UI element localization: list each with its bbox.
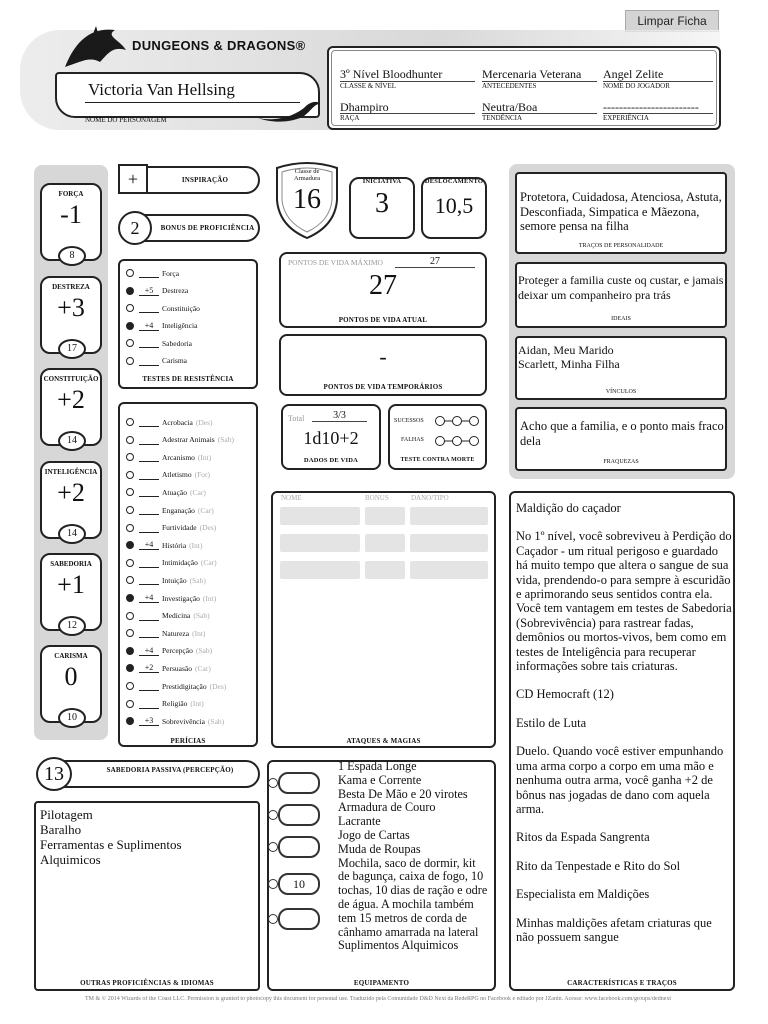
skill-name: Investigação xyxy=(162,593,200,603)
coin-pp[interactable] xyxy=(278,908,320,930)
equipment-item: Lacrante xyxy=(338,814,381,829)
proficiency-dot[interactable] xyxy=(126,488,134,496)
skill-name: Religião xyxy=(162,699,188,709)
passive-perception-bar xyxy=(60,760,260,788)
coin-sp[interactable] xyxy=(278,804,320,826)
attack-cell[interactable] xyxy=(410,507,488,525)
skill-row[interactable] xyxy=(126,591,216,605)
equipment-item: Muda de Roupas xyxy=(338,841,421,856)
speed-label: DESLOCAMENTO xyxy=(424,178,484,185)
flaws-text[interactable]: Acho que a familia, e o ponto mais fraco dela xyxy=(520,419,724,448)
proficiency-dot[interactable] xyxy=(126,594,134,602)
skill-name: Atletismo xyxy=(162,470,192,480)
proficiency-dot[interactable] xyxy=(126,304,134,312)
skill-attribute: (Car) xyxy=(200,558,217,568)
hp-current-value[interactable]: 27 xyxy=(369,270,397,301)
skill-name: Medicina xyxy=(162,611,191,621)
background-label: ANTECEDENTES xyxy=(482,82,537,90)
saving-throw-value[interactable] xyxy=(139,303,159,313)
skill-attribute: (Des) xyxy=(199,523,217,533)
hit-dice-total-value[interactable]: 3/3 xyxy=(312,410,367,422)
proficiency-value[interactable]: 2 xyxy=(118,211,152,245)
proficiency-dot[interactable] xyxy=(126,717,134,725)
other-proficiencies-label: OUTRAS PROFICIÊNCIAS & IDIOMAS xyxy=(80,979,214,987)
attack-cell[interactable] xyxy=(280,507,360,525)
skill-value[interactable] xyxy=(139,470,159,480)
skill-value[interactable] xyxy=(139,452,159,462)
feature-blood-rites: Ritos da Espada Sangrenta xyxy=(516,830,650,845)
skill-row[interactable] xyxy=(126,556,217,570)
skill-attribute: (Sab) xyxy=(207,716,225,726)
proficiency-dot[interactable] xyxy=(126,647,134,655)
skill-row[interactable] xyxy=(126,521,216,535)
player-label: NOME DO JOGADOR xyxy=(603,82,670,90)
passive-perception-label: SABEDORIA PASSIVA (PERCEPÇÃO) xyxy=(106,766,234,774)
saving-throws-label: TESTES DE RESISTÊNCIA xyxy=(142,375,234,383)
clear-sheet-button[interactable]: Limpar Ficha xyxy=(625,10,719,32)
ornament-icon xyxy=(256,98,322,124)
hp-max-label: PONTOS DE VIDA MÁXIMO xyxy=(288,258,383,267)
character-name-label: NOME DO PERSONAGEM xyxy=(85,116,167,124)
skill-attribute: (Des) xyxy=(209,681,227,691)
proficiency-dot[interactable] xyxy=(126,576,134,584)
equipment-label: EQUIPAMENTO xyxy=(353,979,410,987)
attribute-score[interactable]: 8 xyxy=(58,246,86,266)
bonds-line-1[interactable]: Aidan, Meu Marido xyxy=(518,343,614,357)
other-proficiencies-list[interactable] xyxy=(40,807,182,867)
skill-value[interactable]: +4 xyxy=(139,540,159,550)
character-name[interactable]: Victoria Van Hellsing xyxy=(88,80,235,99)
skill-attribute: (Car) xyxy=(190,487,206,497)
proficiency-dot[interactable] xyxy=(126,541,134,549)
proficiency-dot[interactable] xyxy=(126,418,134,426)
attribute-dexterity xyxy=(40,276,102,354)
attack-cell[interactable] xyxy=(280,561,360,579)
skill-attribute: (Sab) xyxy=(217,435,234,445)
skill-value[interactable] xyxy=(139,628,159,638)
equipment-item: Besta De Mão e 20 virotes xyxy=(338,786,468,801)
attribute-modifier[interactable]: +3 xyxy=(57,293,85,322)
equipment-item: Kama e Corrente xyxy=(338,772,422,787)
hp-max-line xyxy=(395,267,475,268)
proficiency-dot[interactable] xyxy=(126,612,134,620)
feature-description: No 1º nível, você sobreviveu à Perdição do Caçador - um ritual perigoso e guardado há muito tempo que altera o sangue de sua vida, prendendo-o para sempre à escuridão e aprimorando seus sentidos contra ela. Você tem vantagem em testes de Sabedoria (Sobrevivência) para rastrear fadas, demônios ou mortos-vivos, bem como em testes de Inteligência para recuperar informações sobre tais criaturas. xyxy=(516,529,732,674)
saving-throw-name: Sabedoria xyxy=(162,338,192,348)
skill-name: Enganação xyxy=(162,505,195,515)
proficiency-dot[interactable] xyxy=(126,436,134,444)
dragon-logo-icon xyxy=(60,22,130,74)
logo-text: DUNGEONS & DRAGONS® xyxy=(132,38,306,53)
attack-cell[interactable] xyxy=(410,534,488,552)
traits-text[interactable]: Protetora, Cuidadosa, Atenciosa, Astuta, Desconfiada, Simpatica e Mãezona, semore pensa na filha xyxy=(520,190,722,233)
other-proficiency-item: Alquimicos xyxy=(40,852,101,867)
skill-row[interactable] xyxy=(126,714,224,728)
feature-title: Maldição do caçador xyxy=(516,501,621,515)
skill-value[interactable] xyxy=(139,558,159,568)
attribute-name: DESTREZA xyxy=(52,283,90,291)
attribute-score[interactable]: 14 xyxy=(58,431,86,451)
hit-dice-value[interactable]: 1d10+2 xyxy=(303,428,359,448)
alignment-value[interactable]: Neutra/Boa xyxy=(482,100,538,114)
attack-cell[interactable] xyxy=(365,561,405,579)
skill-row[interactable] xyxy=(126,450,211,464)
inspiration-label: INSPIRAÇÃO xyxy=(181,176,229,184)
proficiency-dot[interactable] xyxy=(126,524,134,532)
attacks-col-bonus: BONUS xyxy=(365,494,389,502)
bonds-label: VÍNCULOS xyxy=(605,389,637,395)
death-saves-fail-checks[interactable] xyxy=(434,434,480,446)
inspiration-checkbox[interactable]: + xyxy=(118,164,148,194)
saving-throw-name: Força xyxy=(162,268,180,278)
skill-value[interactable] xyxy=(139,699,159,709)
skill-value[interactable] xyxy=(139,575,159,585)
skill-name: Natureza xyxy=(162,628,190,638)
saving-throw-name: Carisma xyxy=(162,356,187,365)
features-label: CARACTERÍSTICAS E TRAÇOS xyxy=(567,979,677,987)
bonds-line-2[interactable]: Scarlett, Minha Filha xyxy=(518,357,620,371)
other-proficiency-item: Baralho xyxy=(40,822,82,837)
skill-name: Percepção xyxy=(162,646,193,656)
attack-cell[interactable] xyxy=(365,507,405,525)
attribute-score[interactable]: 12 xyxy=(58,616,86,636)
proficiency-dot[interactable] xyxy=(126,287,134,295)
proficiency-dot[interactable] xyxy=(126,700,134,708)
armor-class-label: Classe de Armadura xyxy=(293,168,321,182)
attribute-modifier[interactable]: +2 xyxy=(57,478,85,507)
saving-throw-row[interactable] xyxy=(126,266,179,280)
skill-row[interactable] xyxy=(126,609,210,623)
proficiency-dot[interactable] xyxy=(126,664,134,672)
skill-attribute: (Des) xyxy=(195,417,213,427)
equipment-item: Armadura de Couro xyxy=(338,800,436,815)
xp-value[interactable]: ------------------------ xyxy=(603,100,699,114)
hp-current-label: PONTOS DE VIDA ATUAL xyxy=(338,316,428,324)
saving-throw-name: Destreza xyxy=(162,286,189,295)
skill-row[interactable] xyxy=(126,644,212,658)
attacks-label: ATAQUES & MAGIAS xyxy=(346,737,421,745)
attribute-name: SABEDORIA xyxy=(50,560,92,568)
skill-value[interactable] xyxy=(139,487,159,497)
player-name[interactable]: Angel Zelite xyxy=(603,67,664,81)
attribute-score[interactable]: 17 xyxy=(58,339,86,359)
proficiency-dot[interactable] xyxy=(126,471,134,479)
skill-attribute: (Sab) xyxy=(189,575,206,585)
skill-value[interactable] xyxy=(139,505,159,515)
skill-attribute: (Car) xyxy=(195,663,211,673)
proficiency-dot[interactable] xyxy=(126,506,134,514)
skill-row[interactable] xyxy=(126,573,206,587)
attribute-modifier[interactable]: +1 xyxy=(57,570,85,599)
attacks-box xyxy=(271,491,496,748)
hit-dice-total-label: Total xyxy=(288,414,305,423)
attribute-score[interactable]: 14 xyxy=(58,524,86,544)
skill-name: Prestidigitação xyxy=(162,681,207,691)
attribute-strength xyxy=(40,183,102,261)
flaws-label: FRAQUEZAS xyxy=(603,459,639,465)
saving-throw-row[interactable] xyxy=(126,284,188,298)
skill-value[interactable]: +3 xyxy=(139,716,159,726)
saving-throw-value[interactable] xyxy=(139,268,159,278)
skill-attribute: (Int) xyxy=(202,593,217,603)
skill-value[interactable] xyxy=(139,435,159,445)
ideals-text[interactable]: Proteger a familia custe oq custar, e jamais deixar um companheiro pra trás xyxy=(518,273,724,302)
feature-hemocraft: CD Hemocraft (12) xyxy=(516,687,614,702)
equipment-item: 1 Espada Longe xyxy=(338,759,417,773)
skill-name: Adestrar Animais xyxy=(162,435,215,445)
skill-name: Sobrevivência xyxy=(162,716,205,726)
ideals-label: IDEAIS xyxy=(611,316,631,322)
skill-attribute: (Int) xyxy=(197,452,212,462)
attribute-modifier[interactable]: +2 xyxy=(57,385,85,414)
saving-throw-row[interactable] xyxy=(126,301,200,315)
skill-name: Furtividade xyxy=(162,523,197,533)
initiative-value[interactable]: 3 xyxy=(375,188,389,219)
skill-name: Atuação xyxy=(162,487,187,497)
feature-fighting-style: Estilo de Luta xyxy=(516,715,587,730)
proficiency-dot[interactable] xyxy=(126,269,134,277)
skill-row[interactable] xyxy=(126,626,205,640)
skill-attribute: (Sab) xyxy=(195,646,213,656)
class-level[interactable]: 3º Nível Bloodhunter xyxy=(340,67,443,81)
traits-label: TRAÇOS DE PERSONALIDADE xyxy=(578,243,664,249)
attribute-name: INTELIGÊNCIA xyxy=(44,468,98,476)
skill-name: Acrobacia xyxy=(162,417,193,427)
skill-attribute: (Int) xyxy=(189,540,203,550)
initiative-label: INICIATIVA xyxy=(362,178,402,185)
hp-temp-label: PONTOS DE VIDA TEMPORÁRIOS xyxy=(323,383,443,391)
saving-throw-value[interactable]: +4 xyxy=(139,321,159,331)
class-label: CLASSE & NÍVEL xyxy=(340,82,396,90)
attacks-col-damage: DANO/TIPO xyxy=(411,494,449,502)
equipment-item: Jogo de Cartas xyxy=(338,827,410,842)
attribute-constitution xyxy=(40,368,102,446)
attribute-name: CONSTITUIÇÃO xyxy=(43,375,99,383)
attacks-col-name: NOME xyxy=(281,494,302,502)
hp-max-value[interactable]: 27 xyxy=(430,256,440,267)
proficiency-dot[interactable] xyxy=(126,339,134,347)
attribute-modifier[interactable]: 0 xyxy=(64,662,78,691)
death-saves-success-checks[interactable] xyxy=(434,414,480,426)
attribute-name: FORÇA xyxy=(58,190,84,198)
xp-label: EXPERIÊNCIA xyxy=(603,114,649,122)
feature-curses-effect: Minhas maldições afetam criaturas que não possuem sangue xyxy=(516,915,712,944)
other-proficiency-item: Ferramentas e Suplimentos xyxy=(40,837,182,852)
equipment-item: Suplimentos Alquimicos xyxy=(338,938,459,953)
saving-throw-value[interactable] xyxy=(139,338,159,348)
alignment-label: TENDÊNCIA xyxy=(482,114,523,122)
skill-name: Arcanismo xyxy=(162,452,195,462)
feature-rites: Rito da Tenpestade e Rito do Sol xyxy=(516,858,681,873)
race-line xyxy=(340,113,475,114)
proficiency-dot[interactable] xyxy=(126,682,134,690)
skill-row[interactable] xyxy=(126,661,211,675)
skill-name: História xyxy=(162,540,187,550)
death-saves-fail-label: FALHAS xyxy=(401,437,424,443)
attribute-wisdom xyxy=(40,553,102,631)
attack-cell[interactable] xyxy=(365,534,405,552)
hit-dice-label: DADOS DE VIDA xyxy=(303,457,359,464)
skill-attribute: (For) xyxy=(194,470,211,480)
attribute-modifier[interactable]: -1 xyxy=(60,200,82,229)
skill-row[interactable] xyxy=(126,679,226,693)
skill-row[interactable] xyxy=(126,415,213,429)
proficiency-dot[interactable] xyxy=(126,453,134,461)
footer-copyright: TM & © 2014 Wizards of the Coast LLC. Permission is granted to photocopy this document for personal use. Traduzido pela Comunidade D&D Next da RedeRPG no Facebook e editado por JZanin. Acesse: www.facebook.com/groups/dednext xyxy=(85,996,672,1002)
attribute-name: CARISMA xyxy=(54,652,88,660)
race-value[interactable]: Dhampiro xyxy=(340,100,389,114)
proficiency-label: BONUS DE PROFICIÊNCIA xyxy=(160,224,255,232)
saving-throw-value[interactable] xyxy=(139,356,159,366)
skill-attribute: (Int) xyxy=(192,628,206,638)
saving-throw-name: Constituição xyxy=(162,303,200,313)
skill-attribute: (Car) xyxy=(197,505,214,515)
attribute-intelligence xyxy=(40,461,102,539)
skill-value[interactable] xyxy=(139,611,159,621)
skill-value[interactable] xyxy=(139,417,159,427)
proficiency-dot[interactable] xyxy=(126,357,134,365)
feature-duel: Duelo. Quando você estiver empunhando uma arma corpo a corpo em uma mão e nenhuma outra arma, você ganha +2 de bônus nas jogadas de dano com aquela arma. xyxy=(516,744,724,816)
proficiency-dot[interactable] xyxy=(126,629,134,637)
attack-cell[interactable] xyxy=(280,534,360,552)
skill-row[interactable] xyxy=(126,503,214,517)
passive-perception-value[interactable]: 13 xyxy=(36,757,72,791)
attack-cell[interactable] xyxy=(410,561,488,579)
coin-cp[interactable] xyxy=(278,772,320,794)
equipment-list[interactable] xyxy=(338,760,490,953)
death-saves-label: TESTE CONTRA MORTE xyxy=(400,457,475,463)
skill-row[interactable] xyxy=(126,468,210,482)
skill-value[interactable]: +4 xyxy=(139,646,159,656)
saving-throw-row[interactable] xyxy=(126,354,187,368)
proficiency-dot[interactable] xyxy=(126,559,134,567)
death-saves-success-label: SUCESSOS xyxy=(394,418,424,424)
hp-temp-value[interactable]: - xyxy=(379,344,387,369)
skill-name: Intimidação xyxy=(162,558,198,568)
armor-class-value[interactable]: 16 xyxy=(293,184,321,215)
proficiency-dot[interactable] xyxy=(126,322,134,330)
skill-row[interactable] xyxy=(126,433,234,447)
coin-gp-value: 10 xyxy=(293,877,305,891)
saving-throw-row[interactable] xyxy=(126,319,197,333)
other-proficiency-item: Pilotagem xyxy=(40,807,93,822)
skill-value[interactable]: +2 xyxy=(139,663,159,673)
skill-value[interactable]: +4 xyxy=(139,593,159,603)
speed-value[interactable]: 10,5 xyxy=(434,193,474,218)
skill-name: Intuição xyxy=(162,575,187,585)
saving-throw-value[interactable]: +5 xyxy=(139,286,159,296)
saving-throw-row[interactable] xyxy=(126,336,192,350)
skill-row[interactable] xyxy=(126,485,206,499)
skill-value[interactable] xyxy=(139,681,159,691)
feature-curse-specialist: Especialista em Maldições xyxy=(516,887,650,902)
features-text[interactable] xyxy=(516,501,732,944)
attribute-charisma xyxy=(40,645,102,723)
skill-attribute: (Sab) xyxy=(193,611,210,621)
equipment-item: Mochila, saco de dormir, kit de bagunça, caixa de fogo, 10 tochas, 10 dias de ração e odre de água. A mochila também tem 15 metros de corda de cânhamo amarrada na lateral xyxy=(338,855,488,939)
skill-value[interactable] xyxy=(139,523,159,533)
skill-row[interactable] xyxy=(126,538,203,552)
skill-name: Persuasão xyxy=(162,663,192,673)
background-value[interactable]: Mercenaria Veterana xyxy=(482,67,582,81)
skill-attribute: (Int) xyxy=(190,699,204,709)
skill-row[interactable] xyxy=(126,697,204,711)
coin-gp[interactable] xyxy=(278,873,320,895)
attribute-score[interactable]: 10 xyxy=(58,708,86,728)
race-label: RAÇA xyxy=(340,114,360,122)
saving-throw-name: Inteligência xyxy=(162,321,198,330)
skills-label: PERÍCIAS xyxy=(170,737,206,745)
coin-ep[interactable] xyxy=(278,836,320,858)
